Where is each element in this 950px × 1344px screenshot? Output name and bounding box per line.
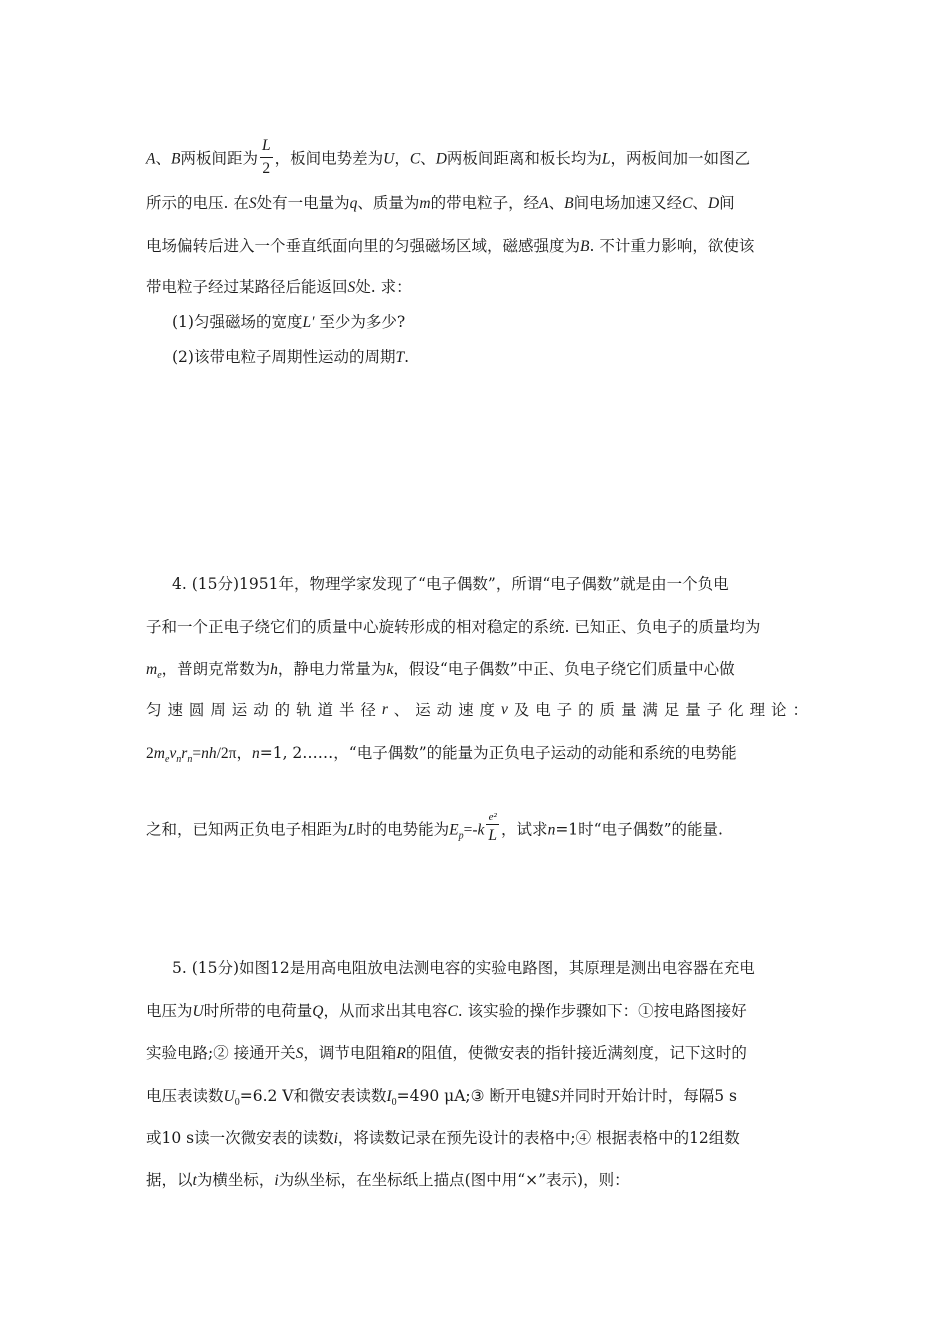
fraction-l-over-2	[260, 135, 273, 180]
var-i: i	[274, 1172, 279, 1189]
q4-line-3	[146, 658, 808, 680]
var-s: S	[551, 1088, 560, 1105]
text: 动	[436, 701, 453, 719]
text: 至少为多少?	[314, 313, 406, 331]
text: 时所带的电荷量	[203, 1002, 313, 1020]
text: 度	[479, 701, 496, 719]
text: 电压表读数	[146, 1087, 224, 1105]
text: 足	[663, 701, 680, 719]
subscript-e: e	[157, 670, 162, 682]
q4-line-2	[146, 616, 808, 638]
var-b: B	[170, 150, 181, 168]
text: 间电场加速又经	[573, 194, 683, 212]
text: =	[192, 745, 202, 762]
var-m: m	[153, 745, 165, 762]
text: ：	[792, 701, 808, 719]
text: (2)该带电粒子周期性运动的周期	[172, 348, 396, 366]
text: 所示的电压. 在	[146, 194, 249, 212]
subscript-p: p	[458, 830, 464, 842]
text: 、	[692, 194, 708, 212]
var-m: m	[419, 195, 431, 212]
text: 化	[728, 701, 744, 719]
text: 带电粒子经过某路径后能返回	[146, 278, 348, 296]
text: 论	[771, 701, 787, 719]
text: 匀	[146, 701, 162, 719]
var-c: C	[447, 1003, 458, 1020]
var-d: D	[707, 195, 720, 212]
text: 量	[685, 701, 701, 719]
text: 、	[420, 149, 436, 168]
var-l: L	[347, 821, 357, 839]
text: 4. (15分)1951年，物理学家发现了“电子偶数”，所谓“电子偶数”就是由一个负电	[172, 575, 729, 593]
q5-line-5	[146, 1127, 808, 1149]
subscript-e: e	[164, 754, 170, 766]
text: ，	[394, 149, 410, 168]
text: 运	[415, 701, 431, 719]
text: 速	[458, 701, 474, 719]
var-v: v	[169, 745, 177, 762]
q5-line-3	[146, 1042, 808, 1064]
var-s: S	[248, 195, 257, 212]
text: 道	[317, 701, 334, 719]
var-u: U	[383, 150, 395, 168]
text: 之和，已知两正负电子相距为	[146, 820, 348, 839]
q5-line-2	[146, 1000, 808, 1022]
text: 径	[360, 701, 376, 719]
text: =490 μA;③ 断开电键	[396, 1087, 552, 1105]
var-r: R	[396, 1045, 406, 1062]
text: . 不计重力影响，欲使该	[589, 237, 755, 255]
var-t: T	[395, 349, 405, 366]
text: 处. 求：	[355, 278, 412, 296]
var-u: U	[192, 1003, 204, 1020]
q3-line-3	[146, 235, 808, 257]
fraction-denominator: L	[488, 827, 498, 844]
var-k: k	[477, 821, 485, 839]
text: ，调节电阻箱	[303, 1044, 397, 1062]
text: 的	[578, 701, 594, 719]
var-b: B	[580, 238, 590, 255]
text: 为横坐标，	[196, 1171, 275, 1189]
text: 两板间距为	[180, 149, 258, 168]
text: 子	[556, 701, 573, 719]
text: 、质量为	[357, 194, 420, 212]
subscript-n: n	[176, 754, 182, 766]
text: (1)匀强磁场的宽度	[172, 313, 303, 331]
text: 、	[155, 149, 171, 168]
text: 周	[210, 701, 226, 719]
var-t: t	[192, 1172, 197, 1189]
text: 动	[253, 701, 269, 719]
fraction-numerator: L	[261, 137, 271, 154]
text: 运	[231, 701, 248, 719]
text: 间	[719, 194, 735, 212]
text: 量	[620, 701, 637, 719]
text: 电压为	[146, 1002, 193, 1020]
text: 时的电势能为	[356, 820, 450, 839]
text: 满	[642, 701, 658, 719]
q3-line-1	[146, 137, 808, 177]
text: 子和一个正电子绕它们的质量中心旋转形成的相对稳定的系统. 已知正、负电子的质量均为	[146, 618, 761, 636]
text: ，从而求出其电容	[323, 1002, 448, 1020]
var-s: S	[347, 279, 356, 296]
text: =1, 2……，“电子偶数”的能量为正负电子运动的动能和系统的电势能	[259, 744, 737, 762]
text: ，假设“电子偶数”中正、负电子绕它们质量中心做	[393, 660, 735, 678]
text: 的阻值，使微安表的指针接近满刻度，记下这时的	[405, 1044, 747, 1062]
text: . 该实验的操作步骤如下：①按电路图接好	[457, 1002, 747, 1020]
q4-line-6	[146, 811, 808, 844]
text: 实验电路;② 接通开关	[146, 1044, 296, 1062]
text: ，试求	[501, 820, 548, 839]
var-q: q	[349, 195, 358, 212]
text: 电	[535, 701, 551, 719]
q4-line-4	[146, 699, 808, 721]
text: 的带电粒子，经	[430, 194, 540, 212]
var-k: k	[386, 661, 394, 678]
q5-line-1	[172, 957, 808, 979]
var-h: h	[270, 661, 278, 678]
text: =1时“电子偶数”的能量.	[555, 820, 723, 839]
var-c: C	[682, 195, 693, 212]
q3-part-1	[172, 311, 808, 333]
text: ，板间电势差为	[274, 149, 384, 168]
q3-part-2	[172, 346, 808, 368]
text: ，将读数记录在预先设计的表格中;④ 根据表格中的12组数	[337, 1129, 740, 1147]
var-i: i	[333, 1130, 338, 1147]
text: 、	[393, 701, 410, 719]
var-n: n	[547, 821, 556, 839]
text: 圆	[188, 701, 205, 719]
var-e: E	[449, 821, 459, 839]
text: ，普朗克常数为	[161, 660, 271, 678]
q5-line-6	[146, 1169, 808, 1191]
text: =6.2 V和微安表读数	[239, 1087, 387, 1105]
var-v: v	[500, 701, 508, 718]
var-d: D	[435, 150, 447, 168]
text: 5. (15分)如图12是用高电阻放电法测电容的实验电路图，其原理是测出电容器在充电	[172, 959, 755, 977]
text: =-	[463, 821, 478, 839]
var-u: U	[223, 1088, 235, 1105]
text: 两板间距离和板长均为	[446, 149, 602, 168]
var-l-prime: L′	[302, 314, 315, 331]
var-r: r	[181, 745, 188, 762]
var-s: S	[295, 1045, 304, 1062]
text: 2	[146, 745, 154, 762]
q3-line-2	[146, 192, 808, 214]
var-q: Q	[312, 1003, 324, 1020]
var-c: C	[409, 150, 421, 168]
text: 子	[706, 701, 723, 719]
text: 并同时开始计时，每隔5 s	[559, 1087, 737, 1105]
var-nh: nh	[201, 745, 217, 762]
text: 半	[338, 701, 355, 719]
q3-line-4	[146, 276, 808, 298]
text: 理	[749, 701, 766, 719]
var-n: n	[251, 745, 260, 762]
text: ，两板间加一如图乙	[610, 149, 751, 168]
subscript-n: n	[187, 754, 193, 766]
text: 轨	[296, 701, 312, 719]
text: ，静电力常量为	[277, 660, 387, 678]
text: /2π，	[216, 745, 252, 762]
var-m: m	[146, 661, 158, 678]
fraction-numerator: e²	[488, 811, 497, 823]
var-b: B	[564, 195, 574, 212]
fraction-e2-over-l	[486, 810, 499, 847]
subscript-0: 0	[391, 1097, 397, 1109]
var-a: A	[146, 150, 156, 168]
subscript-0: 0	[234, 1097, 240, 1109]
var-i: I	[386, 1088, 392, 1105]
text: 的	[274, 701, 291, 719]
q4-line-1	[172, 573, 808, 595]
text: 电场偏转后进入一个垂直纸面向里的匀强磁场区域，磁感强度为	[146, 237, 581, 255]
var-l: L	[601, 150, 611, 168]
text: 质	[599, 701, 616, 719]
text: 速	[167, 701, 183, 719]
text: 为纵坐标，在坐标纸上描点(图中用“×”表示)，则：	[278, 1171, 630, 1189]
text: 、	[548, 194, 565, 212]
text: 处有一电量为	[256, 194, 350, 212]
text: 及	[513, 701, 530, 719]
q4-line-5-formula	[146, 742, 808, 764]
fraction-denominator: 2	[262, 160, 271, 177]
text: .	[404, 348, 410, 366]
q5-line-4	[146, 1085, 808, 1107]
text: 或10 s读一次微安表的读数	[146, 1129, 334, 1147]
text: 据，以	[146, 1171, 193, 1189]
var-r: r	[381, 701, 388, 718]
var-a: A	[539, 195, 549, 212]
